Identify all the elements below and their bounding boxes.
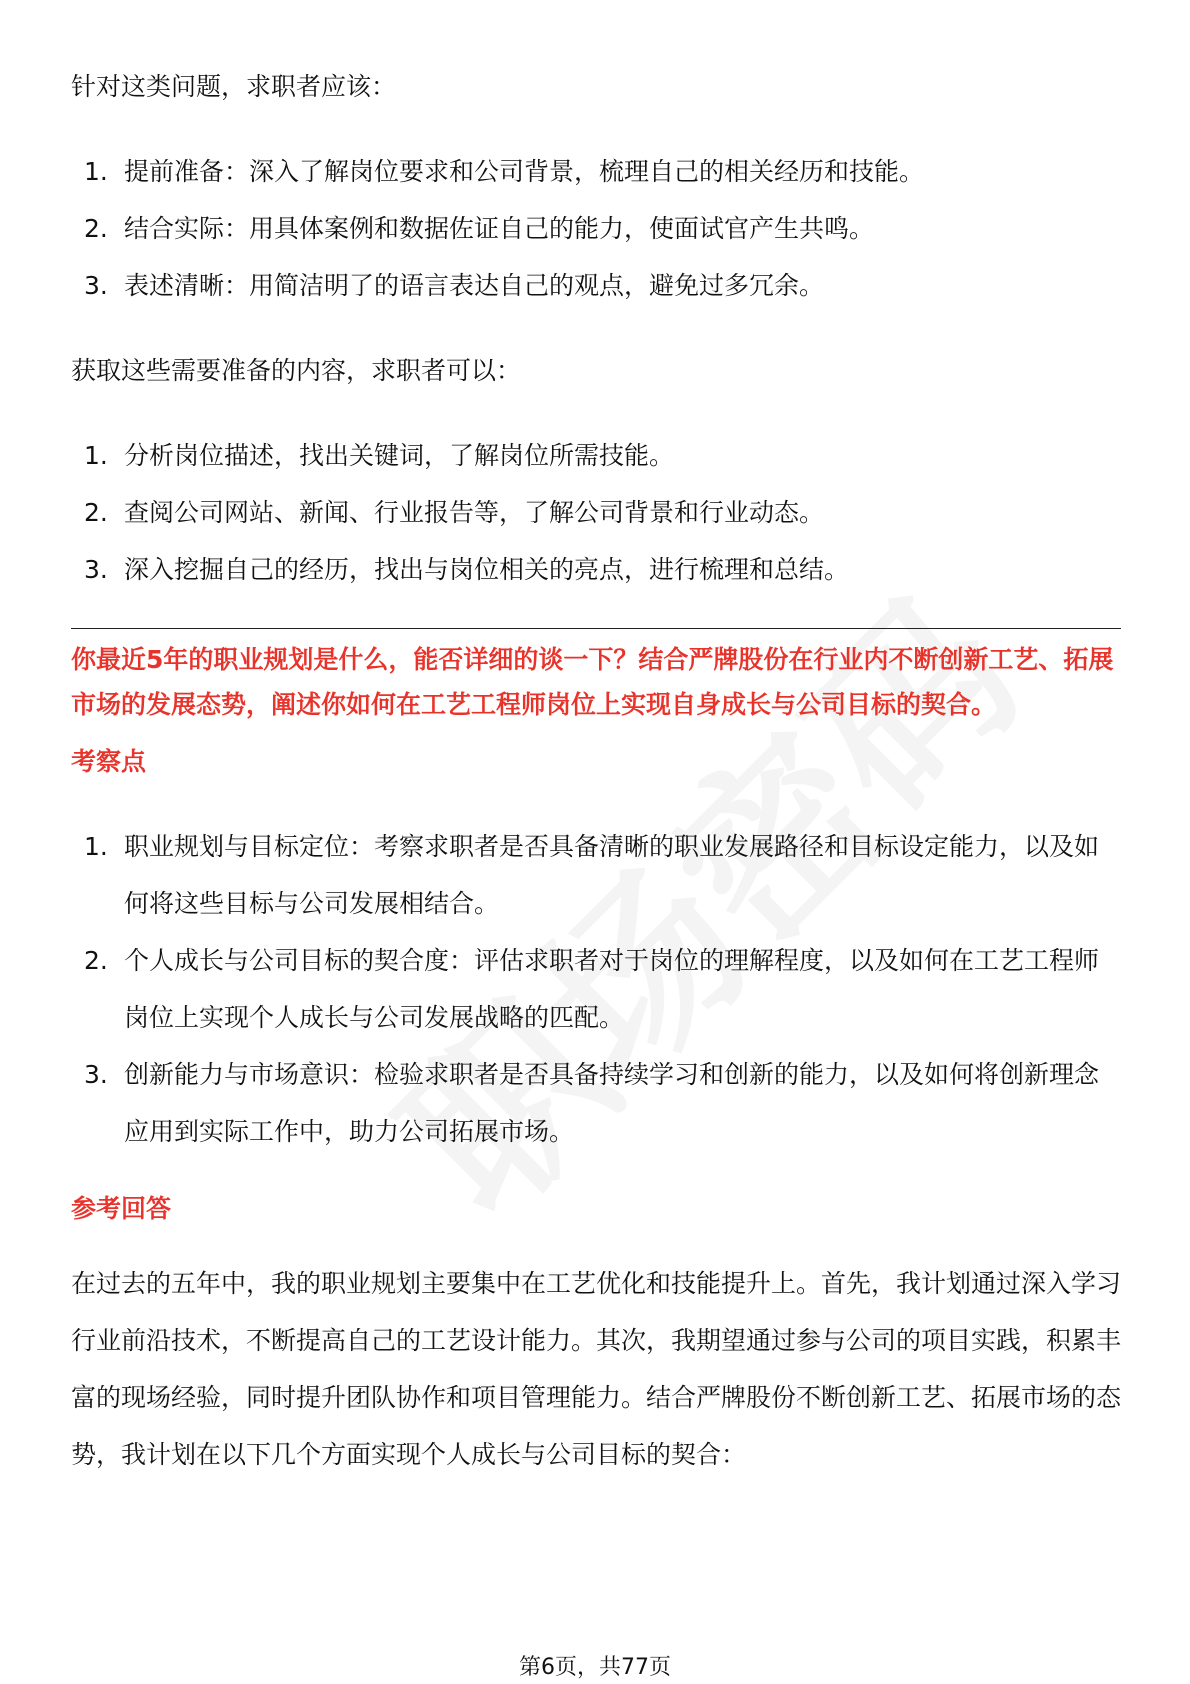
page-content bbox=[71, 58, 1121, 1483]
list-item bbox=[71, 1046, 1121, 1160]
section-title-answer: 参考回答 bbox=[71, 1194, 172, 1223]
list-item-text: 创新能力与市场意识：检验求职者是否具备持续学习和创新的能力，以及如何将创新理念应用到实际工作中，助力公司拓展市场。 bbox=[124, 1060, 1100, 1146]
list-number: 1. bbox=[84, 832, 108, 861]
list-number: 3. bbox=[84, 1060, 108, 1089]
interview-question: 你最近5年的职业规划是什么，能否详细的谈一下？结合严牌股份在行业内不断创新工艺、拓展市场的发展态势，阐述你如何在工艺工程师岗位上实现自身成长与公司目标的契合。 bbox=[71, 645, 1114, 719]
page-number-footer: 第6页，共77页 bbox=[519, 1655, 671, 1680]
list-item bbox=[71, 257, 1121, 314]
preparation-list bbox=[71, 427, 1121, 598]
list-number: 2. bbox=[84, 498, 108, 527]
list-item-text: 提前准备：深入了解岗位要求和公司背景，梳理自己的相关经历和技能。 bbox=[124, 157, 925, 186]
list-item-text: 深入挖掘自己的经历，找出与岗位相关的亮点，进行梳理和总结。 bbox=[124, 555, 850, 584]
list-number: 2. bbox=[84, 946, 108, 975]
answer-paragraph: 在过去的五年中，我的职业规划主要集中在工艺优化和技能提升上。首先，我计划通过深入学习行业前沿技术，不断提高自己的工艺设计能力。其次，我期望通过参与公司的项目实践，积累丰富的现场经验，同时提升团队协作和项目管理能力。结合严牌股份不断创新工艺、拓展市场的态势，我计划在以下几个方面实现个人成长与公司目标的契合： bbox=[71, 1269, 1122, 1469]
list-number: 1. bbox=[84, 441, 108, 470]
list-item-text: 结合实际：用具体案例和数据佐证自己的能力，使面试官产生共鸣。 bbox=[124, 214, 875, 243]
list-item bbox=[71, 484, 1121, 541]
list-item-text: 职业规划与目标定位：考察求职者是否具备清晰的职业发展路径和目标设定能力，以及如何将这些目标与公司发展相结合。 bbox=[124, 832, 1100, 918]
list-item bbox=[71, 427, 1121, 484]
list-item-text: 查阅公司网站、新闻、行业报告等，了解公司背景和行业动态。 bbox=[124, 498, 825, 527]
list-item-text: 分析岗位描述，找出关键词，了解岗位所需技能。 bbox=[124, 441, 675, 470]
list-item bbox=[71, 143, 1121, 200]
list-item-text: 个人成长与公司目标的契合度：评估求职者对于岗位的理解程度，以及如何在工艺工程师岗位上实现个人成长与公司发展战略的匹配。 bbox=[124, 946, 1100, 1032]
list-item-text: 表述清晰：用简洁明了的语言表达自己的观点，避免过多冗余。 bbox=[124, 271, 825, 300]
intro-paragraph-2: 获取这些需要准备的内容，求职者可以： bbox=[71, 356, 522, 385]
tips-list bbox=[71, 143, 1121, 314]
list-item bbox=[71, 932, 1121, 1046]
check-points-list bbox=[71, 818, 1121, 1160]
list-number: 2. bbox=[84, 214, 108, 243]
list-number: 3. bbox=[84, 555, 108, 584]
section-title-check: 考察点 bbox=[71, 747, 147, 776]
intro-paragraph-1: 针对这类问题，求职者应该： bbox=[71, 72, 397, 101]
list-number: 3. bbox=[84, 271, 108, 300]
list-item bbox=[71, 200, 1121, 257]
list-item bbox=[71, 541, 1121, 598]
list-number: 1. bbox=[84, 157, 108, 186]
list-item bbox=[71, 818, 1121, 932]
